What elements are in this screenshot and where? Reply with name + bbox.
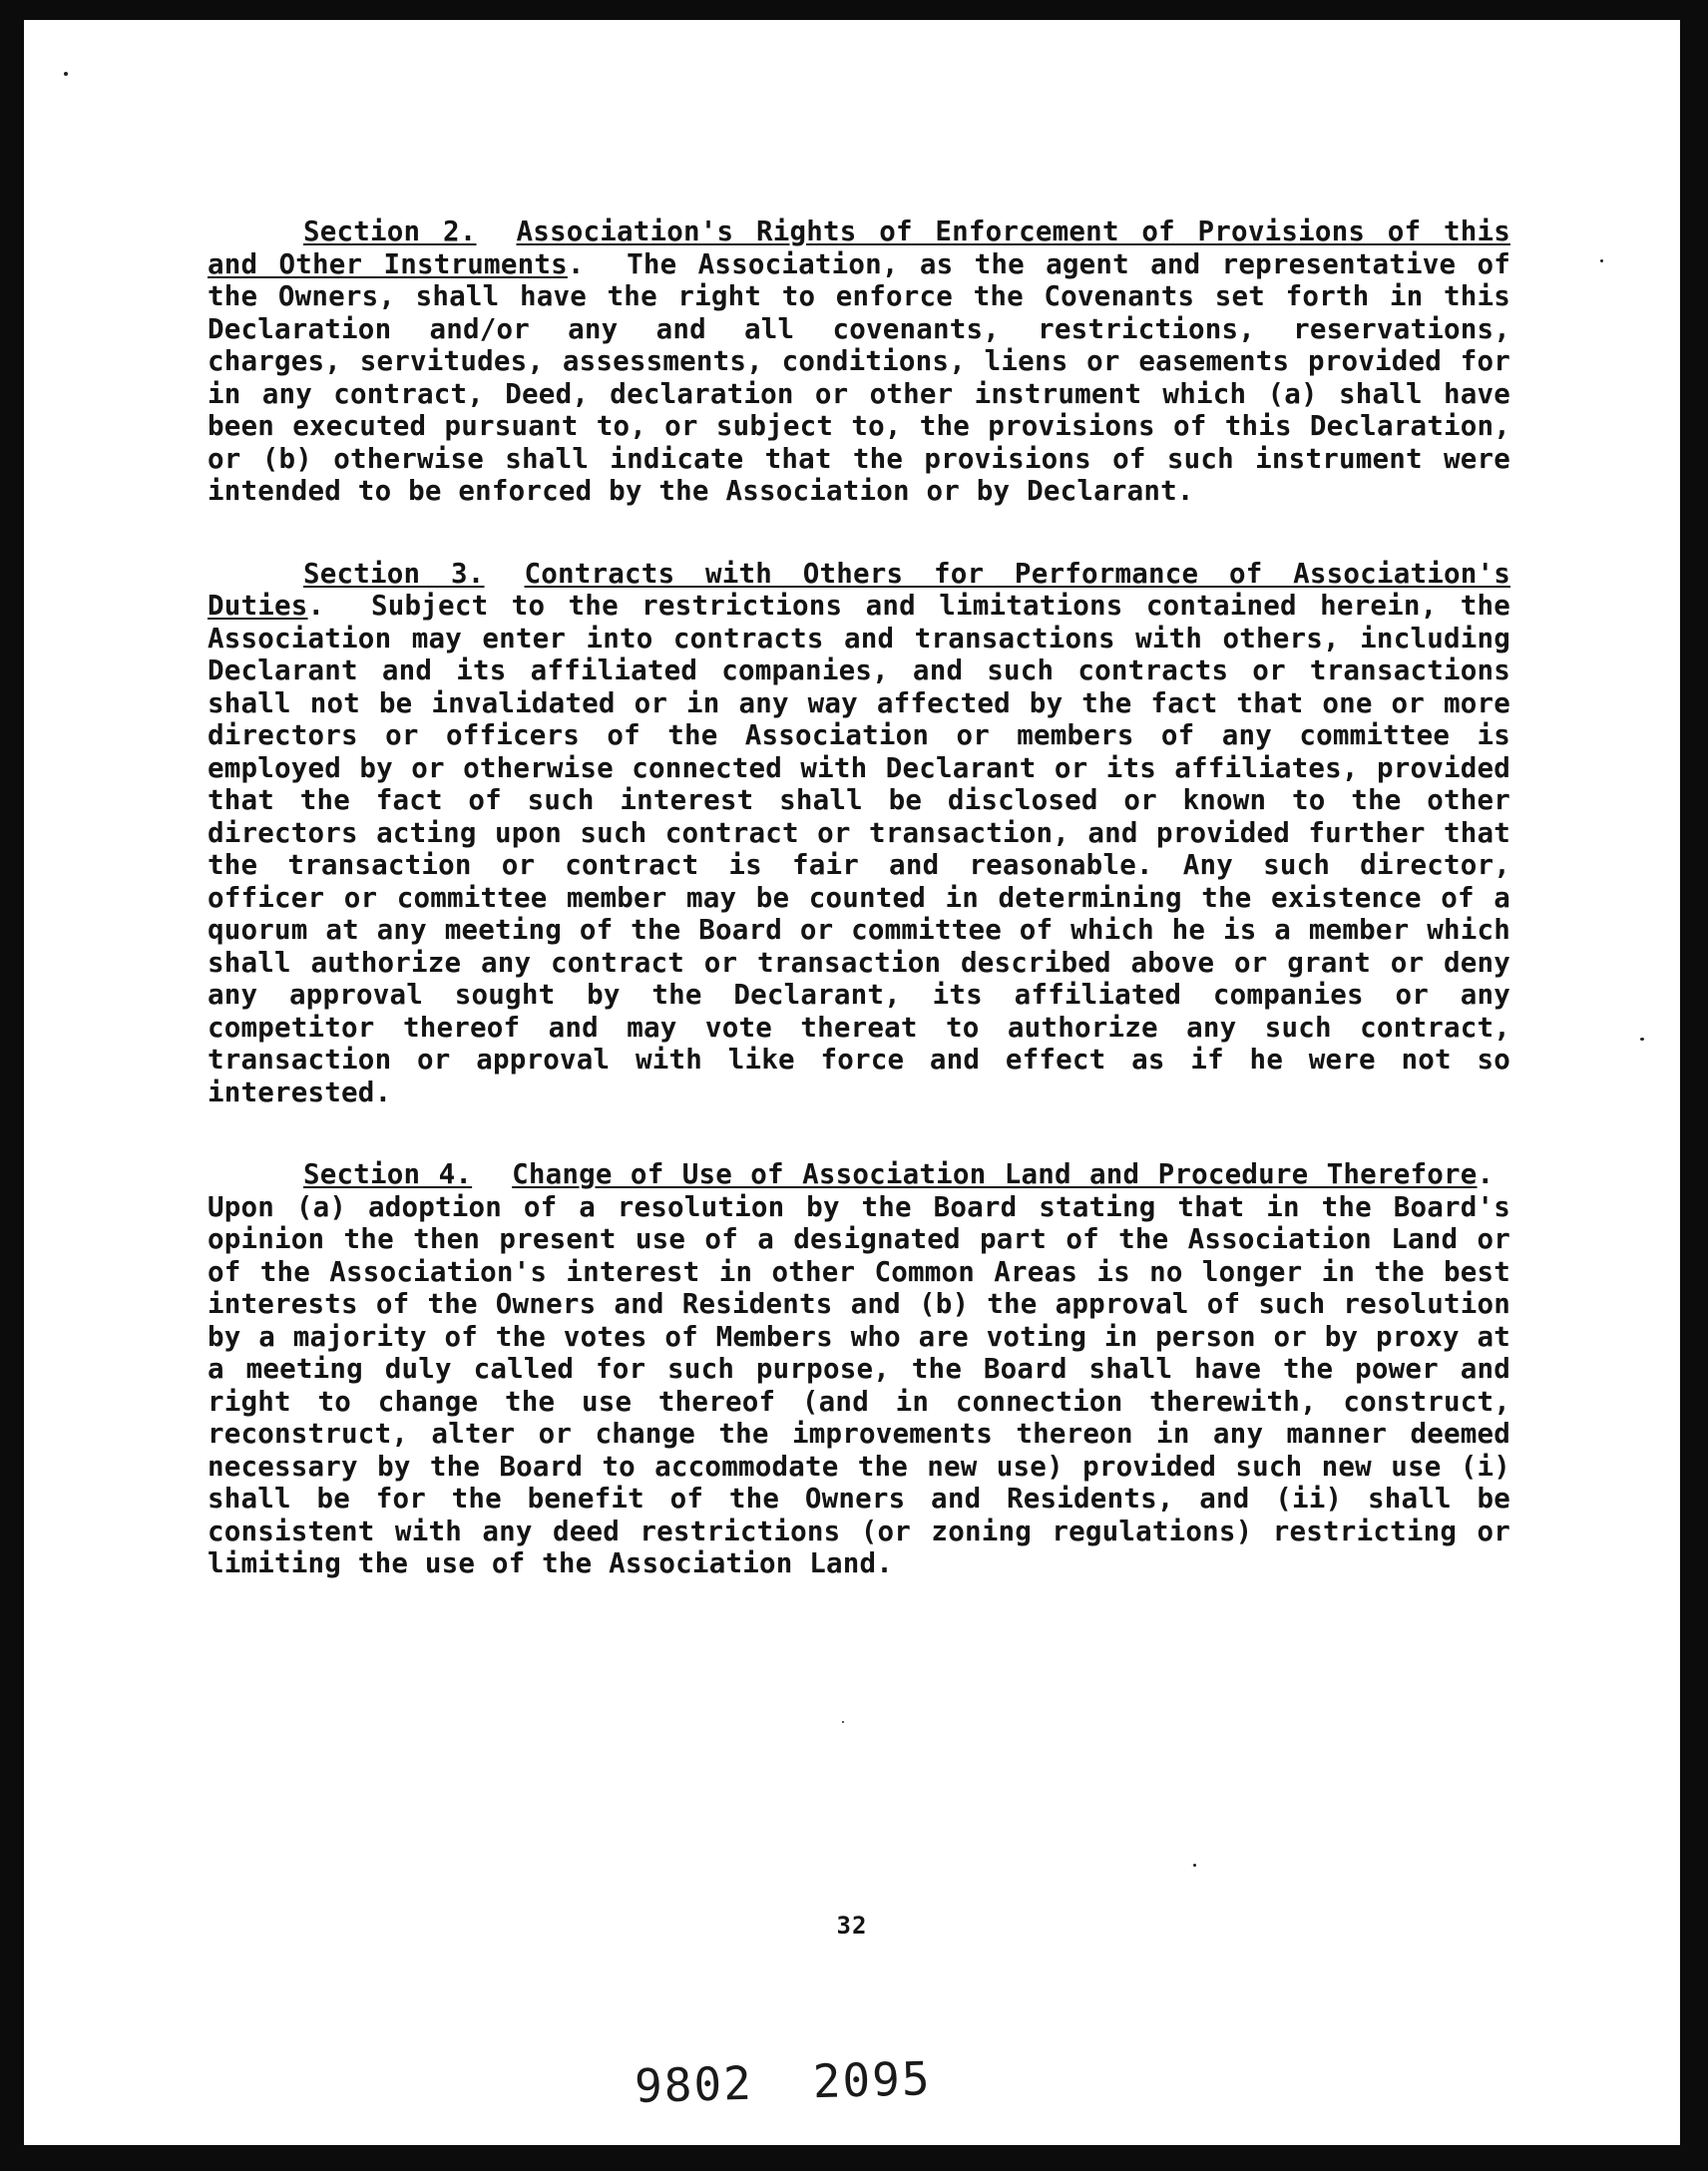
footer-code-part-2: 2095 <box>812 2051 933 2109</box>
section-4-label: Section 4. <box>303 1158 473 1190</box>
section-3-paragraph: Section 3. Contracts with Others for Performance of Association's Duties. Subject to the restrictions and limitations contained herein, the Association may enter into contracts and transactions with others, including Declarant and its affiliated companies, and such contracts or transactions shall not be invalidated or in any way affected by the fact that one or more directors or officers of the Association or members of any committee is employed by or otherwise connected with Declarant or its affiliates, provided that the fact of such interest shall be disclosed or known to the other directors acting upon such contract or transaction, and provided further that the transaction or contract is fair and reasonable. Any such director, officer or committee member may be counted in determining the existence of a quorum at any meeting of the Board or committee of which he is a member which shall authorize any contract or transaction described above or grant or deny any approval sought by the Declarant, its affiliated companies or any competitor thereof and may vote thereat to authorize any such contract, transaction or approval with like force and effect as if he were not so interested. <box>208 557 1510 1108</box>
footer-code-part-1: 9802 <box>634 2055 754 2113</box>
scan-speck <box>1640 1038 1644 1041</box>
section-4-title: Change of Use of Association Land and Procedure Therefore <box>512 1158 1478 1190</box>
scan-speck <box>842 1721 844 1723</box>
scan-speck <box>1193 1864 1196 1867</box>
section-2-title: Association's Rights of Enforcement of Provisions of this and Other Instruments <box>208 216 1510 280</box>
document-body <box>208 216 1510 1630</box>
section-4-body: Upon (a) adoption of a resolution by the Board stating that in the Board's opinion the then present use of a designated part of the Association Land or of the Association's interest in other Common Areas is no longer in the best interests of the Owners and Residents and (b) the approval of such resolution by a majority of the votes of Members who are voting in person or by proxy at a meeting duly called for such purpose, the Board shall have the power and right to change the use thereof (and in connection therewith, construct, reconstruct, alter or change the improvements thereon in any manner deemed necessary by the Board to accommodate the new use) provided such new use (i) shall be for the benefit of the Owners and Residents, and (ii) shall be consistent with any deed restrictions (or zoning regulations) restricting or limiting the use of the Association Land. <box>208 1190 1510 1579</box>
section-3-label: Section 3. <box>303 557 485 590</box>
section-3-body: Subject to the restrictions and limitations contained herein, the Association may enter into contracts and transactions with others, including Declarant and its affiliated companies, and such contracts or transactions shall not be invalidated or in any way affected by the fact that one or more directors or officers of the Association or members of any committee is employed by or otherwise connected with Declarant or its affiliates, provided that the fact of such interest shall be disclosed or known to the other directors acting upon such contract or transaction, and provided further that the transaction or contract is fair and reasonable. Any such director, officer or committee member may be counted in determining the existence of a quorum at any meeting of the Board or committee of which he is a member which shall authorize any contract or transaction described above or grant or deny any approval sought by the Declarant, its affiliated companies or any competitor thereof and may vote thereat to authorize any such contract, transaction or approval with like force and effect as if he were not so interested. <box>208 590 1510 1108</box>
document-footer-code <box>634 2051 932 2113</box>
section-2-label: Section 2. <box>303 216 477 247</box>
section-4-paragraph: Section 4. Change of Use of Association Land and Procedure Therefore. Upon (a) adoption of a resolution by the Board stating that in the Board's opinion the then present use of a designated part of the Association Land or of the Association's interest in other Common Areas is no longer in the best interests of the Owners and Residents and (b) the approval of such resolution by a majority of the votes of Members who are voting in person or by proxy at a meeting duly called for such purpose, the Board shall have the power and right to change the use thereof (and in connection therewith, construct, reconstruct, alter or change the improvements thereon in any manner deemed necessary by the Board to accommodate the new use) provided such new use (i) shall be for the benefit of the Owners and Residents, and (ii) shall be consistent with any deed restrictions (or zoning regulations) restricting or limiting the use of the Association Land. <box>208 1158 1510 1579</box>
section-2-paragraph: Section 2. Association's Rights of Enforcement of Provisions of this and Other Instruments. The Association, as the agent and representative of the Owners, shall have the right to enforce the Covenants set forth in this Declaration and/or any and all covenants, restrictions, reservations, charges, servitudes, assessments, conditions, liens or easements provided for in any contract, Deed, declaration or other instrument which (a) shall have been executed pursuant to, or subject to, the provisions of this Declaration, or (b) otherwise shall indicate that the provisions of such instrument were intended to be enforced by the Association or by Declarant. <box>208 216 1510 507</box>
document-page <box>24 20 1680 2145</box>
scan-speck <box>1600 259 1603 262</box>
page-number: 32 <box>836 1912 868 1940</box>
section-4 <box>208 1158 1510 1580</box>
scan-speck <box>64 72 68 76</box>
section-3 <box>208 558 1510 1109</box>
section-2-body: The Association, as the agent and representative of the Owners, shall have the right to enforce the Covenants set forth in this Declaration and/or any and all covenants, restrictions, reservations, charges, servitudes, assessments, conditions, liens or easements provided for in any contract, Deed, declaration or other instrument which (a) shall have been executed pursuant to, or subject to, the provisions of this Declaration, or (b) otherwise shall indicate that the provisions of such instrument were intended to be enforced by the Association or by Declarant. <box>208 247 1510 507</box>
section-3-title: Contracts with Others for Performance of Association's Duties <box>208 557 1510 622</box>
section-2 <box>208 216 1510 508</box>
